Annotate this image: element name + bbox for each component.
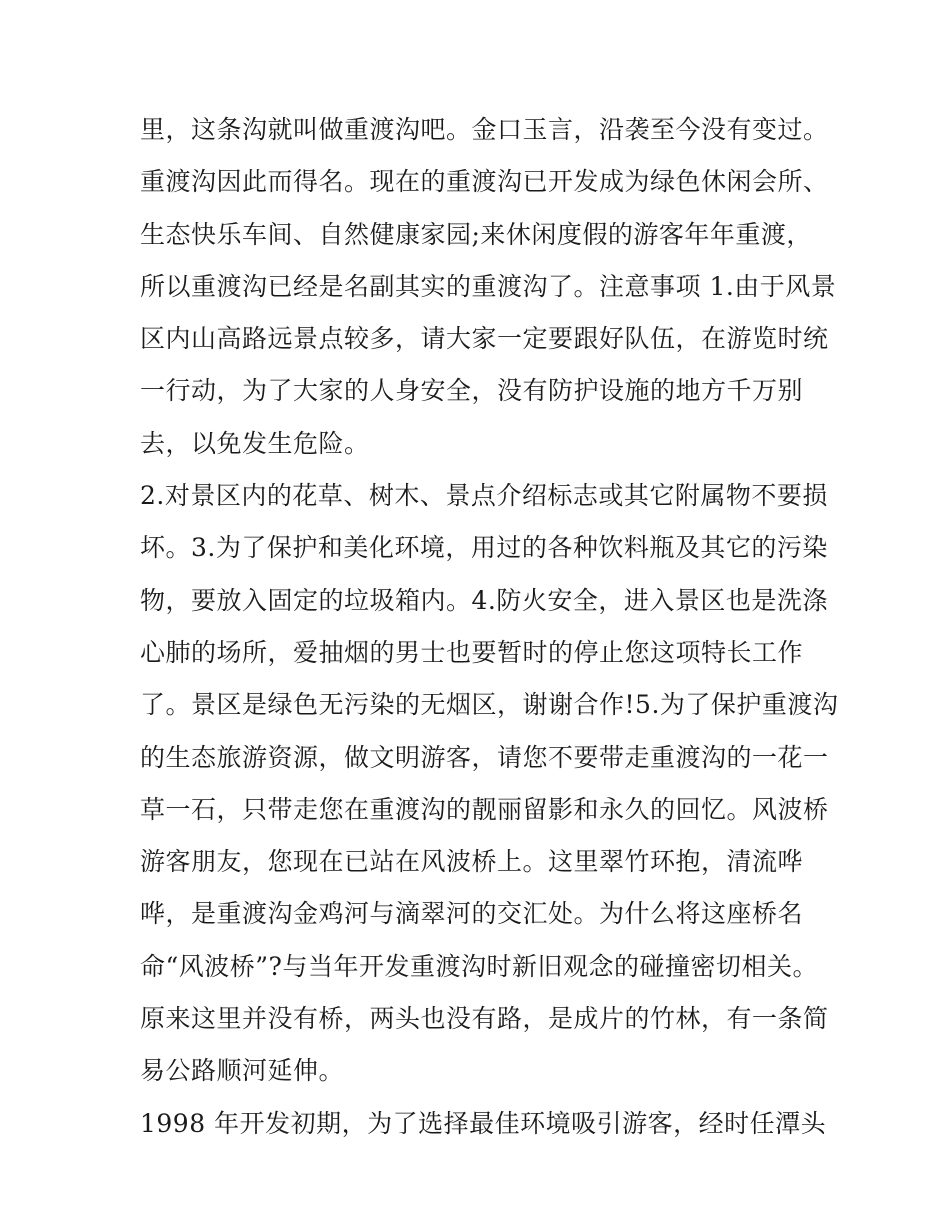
text-line: 一行动，为了大家的人身安全，没有防护设施的地方千万别 — [140, 376, 804, 406]
body-text — [140, 104, 839, 1150]
text-line: 的生态旅游资源，做文明游客，请您不要带走重渡沟的一花一 — [140, 742, 829, 772]
text-line: 去，以免发生危险。 — [140, 428, 370, 458]
text-line: 游客朋友，您现在已站在风波桥上。这里翠竹环抱，清流哗 — [140, 847, 804, 877]
text-line: 哗，是重渡沟金鸡河与滴翠河的交汇处。为什么将这座桥名 — [140, 899, 804, 929]
text-line: 了。景区是绿色无污染的无烟区，谢谢合作!5.为了保护重渡沟 — [140, 690, 839, 720]
text-line: 易公路顺河延伸。 — [140, 1056, 345, 1086]
text-line: 2.对景区内的花草、树木、景点介绍标志或其它附属物不要损 — [140, 481, 828, 511]
text-line: 物，要放入固定的垃圾箱内。4.防火安全，进入景区也是洗涤 — [140, 585, 828, 615]
text-line: 坏。3.为了保护和美化环境，用过的各种饮料瓶及其它的污染 — [140, 533, 828, 563]
text-line: 草一石，只带走您在重渡沟的靓丽留影和永久的回忆。风波桥 — [140, 794, 829, 824]
text-line: 1998 年开发初期，为了选择最佳环境吸引游客，经时任潭头 — [140, 1108, 827, 1138]
text-line: 重渡沟因此而得名。现在的重渡沟已开发成为绿色休闲会所、 — [140, 167, 829, 197]
text-line: 心肺的场所，爱抽烟的男士也要暂时的停止您这项特长工作 — [140, 637, 804, 667]
text-line: 原来这里并没有桥，两头也没有路，是成片的竹林，有一条简 — [140, 1004, 829, 1034]
text-line: 区内山高路远景点较多，请大家一定要跟好队伍，在游览时统 — [140, 324, 829, 354]
text-line: 里，这条沟就叫做重渡沟吧。金口玉言，沿袭至今没有变过。 — [140, 115, 829, 144]
text-line: 命“风波桥”?与当年开发重渡沟时新旧观念的碰撞密切相关。 — [140, 951, 818, 981]
text-line: 所以重渡沟已经是名副其实的重渡沟了。注意事项 1.由于风景 — [140, 271, 837, 301]
text-line: 生态快乐车间、自然健康家园;来休闲度假的游客年年重渡， — [140, 219, 812, 249]
